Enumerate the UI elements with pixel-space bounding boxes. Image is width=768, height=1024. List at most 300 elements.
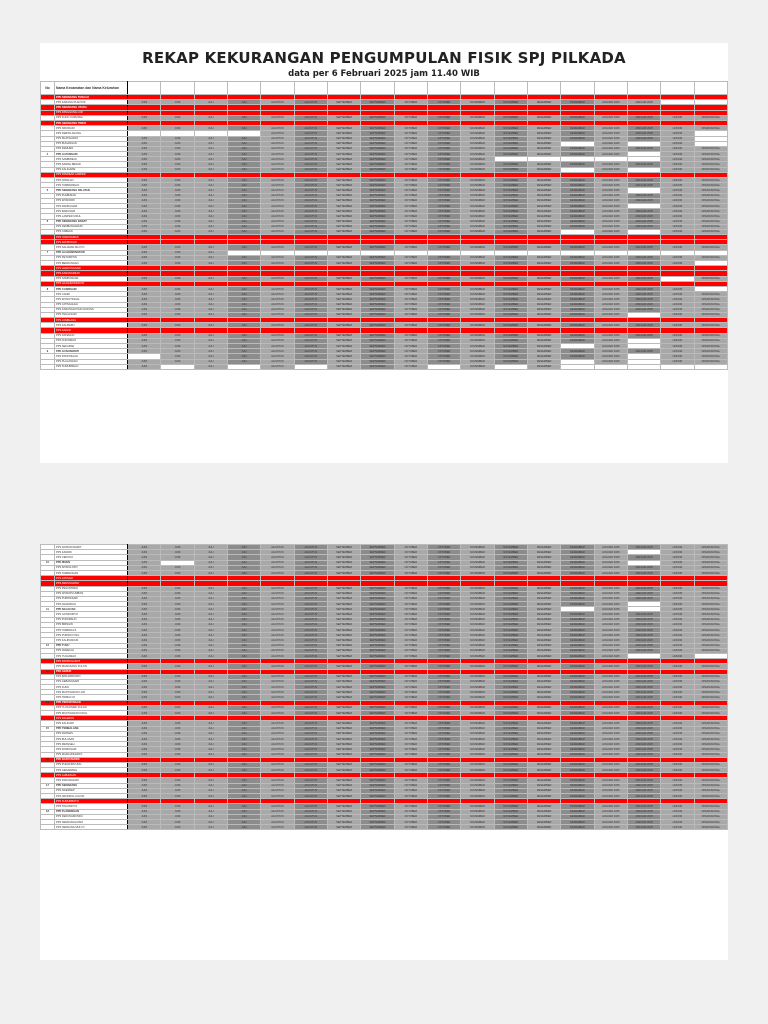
month-cell: DESEMBER [527,555,560,560]
month-cell: JANUARI 2025 [594,167,627,172]
month-cell: SEPTEMBER [361,162,394,167]
month-cell: SEPTEMBER [361,261,394,266]
month-cell: AGUSTUS [261,141,294,146]
month-cell: HONOR [661,617,694,622]
month-cell: HONOR [661,726,694,731]
month-cell: AGUSTUS [261,354,294,359]
month-cell: JANUARI 2025 [627,307,660,312]
month-cell: DESEMBER [527,638,560,643]
month-cell: SEPTEMBER [361,742,394,747]
month-cell: JANUARI 2025 [627,679,660,684]
month-cell: SEPTEMBER [327,178,360,183]
month-cell: SEPTEMBER [361,359,394,364]
month-cell: OKTOBER [427,565,460,570]
month-cell: DESEMBER [527,323,560,328]
month-cell: JUNI [161,690,194,695]
month-cell: NOVEMBER [494,804,527,809]
month-cell: JUNI [128,762,161,767]
month-cell: SEPTEMBER [361,685,394,690]
month-cell: NOVEMBER [494,115,527,120]
month-cell: DESEMBER [527,653,560,658]
row-name: PPS KAGOK [55,328,128,333]
month-cell: NOVEMBER [461,245,494,250]
month-cell: NOVEMBER [494,100,527,105]
month-cell: HONOR [661,607,694,612]
month-cell: JANUARI 2025 [594,794,627,799]
month-cell: JANUARI 2025 [594,721,627,726]
month-cell: JANUARI 2025 [594,141,627,146]
month-cell: AGUSTUS [261,126,294,131]
month-cell: OKTOBER [394,167,427,172]
month-cell: OKTOBER [394,570,427,575]
row-number: 7 [41,250,55,255]
month-cell: JUNI [161,188,194,193]
month-cell: SEPTEMBER [361,648,394,653]
month-cell: AGUSTUS [294,565,327,570]
month-cell: JUNI [128,679,161,684]
month-cell: JANUARI 2025 [594,209,627,214]
row-name: PPK PEDURUNGAN [55,700,128,705]
row-name: PPS PADANGSARI [55,778,128,783]
month-cell: OKTOBER [394,726,427,731]
month-cell: OKTOBER [427,607,460,612]
month-cell: NOVEMBER [461,146,494,151]
row-name: PPS BARUSARI [55,209,128,214]
month-cell: NOVEMBER [494,788,527,793]
month-cell: AGUSTUS [294,255,327,260]
month-cell: NOVEMBER [461,736,494,741]
month-cell: DESEMBER [561,126,594,131]
month-cell: HONOR [661,297,694,302]
month-cell: AGUSTUS [261,602,294,607]
month-cell: NOVEMBER [461,752,494,757]
month-cell: DESEMBER [561,612,594,617]
month-cell: DESEMBER [527,628,560,633]
month-cell: SEPTEMBER [327,193,360,198]
row-name: PPS WONOPLUMBON [55,591,128,596]
month-cell: NOVEMBER [494,209,527,214]
month-cell: NOVEMBER [494,653,527,658]
month-cell: OPERASIONAL [694,695,727,700]
month-cell: NOVEMBER [494,570,527,575]
month-cell: NOVEMBER [494,323,527,328]
month-cell: JANUARI 2025 [594,545,627,550]
month-cell: JANUARI 2025 [594,193,627,198]
month-cell: AGUSTUS [261,788,294,793]
month-cell: JANUARI 2025 [627,297,660,302]
month-cell: NOVEMBER [461,607,494,612]
month-cell: JULI [194,690,227,695]
row-name: PPS KALICARI [55,721,128,726]
month-cell: JANUARI 2025 [594,747,627,752]
month-cell: JANUARI 2025 [594,344,627,349]
month-cell: DESEMBER [561,586,594,591]
month-cell: JULI [194,711,227,716]
month-cell: SEPTEMBER [327,292,360,297]
month-cell: NOVEMBER [494,752,527,757]
month-cell: JUNI [128,695,161,700]
month-cell: JANUARI 2025 [594,633,627,638]
month-cell: OKTOBER [394,229,427,234]
month-cell: OPERASIONAL [694,349,727,354]
month-cell: JANUARI 2025 [627,224,660,229]
month-cell: JUNI [128,747,161,752]
row-number: 4 [41,152,55,157]
row-number: 5 [41,188,55,193]
row-name: PPS TUGUREJO [55,653,128,658]
month-cell: OPERASIONAL [694,146,727,151]
month-cell: AGUSTUS [261,794,294,799]
month-cell: OKTOBER [427,286,460,291]
month-cell: OPERASIONAL [694,162,727,167]
month-cell: NOVEMBER [461,276,494,281]
month-cell: AGUSTUS [261,819,294,824]
row-name: PPS SAMPANGAN [55,276,128,281]
month-cell: DESEMBER [561,560,594,565]
month-cell: AGUSTUS [294,591,327,596]
month-cell: AGUSTUS [261,731,294,736]
month-cell: JULI [194,323,227,328]
month-cell: JULI [227,825,260,830]
month-cell: JULI [194,560,227,565]
month-cell: JANUARI 2025 [594,333,627,338]
month-cell: DESEMBER [527,742,560,747]
month-cell: SEPTEMBER [361,312,394,317]
month-cell: JULI [194,685,227,690]
month-cell: AGUSTUS [294,596,327,601]
month-cell: JANUARI 2025 [627,705,660,710]
month-cell: JANUARI 2025 [627,126,660,131]
month-cell: DESEMBER [527,726,560,731]
month-cell: DESEMBER [527,115,560,120]
month-cell: OKTOBER [394,638,427,643]
month-cell: JANUARI 2025 [594,638,627,643]
month-cell: JUNI [161,292,194,297]
month-cell: DESEMBER [561,602,594,607]
month-cell: OKTOBER [394,188,427,193]
row-name: PPS KARANG PLANTUK [55,100,128,105]
month-cell: AGUSTUS [294,131,327,136]
month-cell: OKTOBER [427,276,460,281]
month-cell: SEPTEMBER [361,819,394,824]
month-cell: OPERASIONAL [694,742,727,747]
header-cell [261,82,294,95]
month-cell: JULI [227,622,260,627]
month-cell: AGUSTUS [261,653,294,658]
month-cell: DESEMBER [527,214,560,219]
month-cell: JUNI [128,643,161,648]
month-cell: SEPTEMBER [361,333,394,338]
month-cell: AGUSTUS [261,685,294,690]
month-cell: JUNI [161,203,194,208]
month-cell: OKTOBER [394,809,427,814]
month-cell: HONOR [661,690,694,695]
month-cell: DESEMBER [561,276,594,281]
month-cell: NOVEMBER [494,809,527,814]
month-cell: DESEMBER [561,685,594,690]
month-cell: NOVEMBER [494,638,527,643]
month-cell: NOVEMBER [461,126,494,131]
month-cell: OPERASIONAL [694,768,727,773]
month-cell: OPERASIONAL [694,752,727,757]
month-cell: JANUARI 2025 [594,276,627,281]
month-cell: NOVEMBER [494,607,527,612]
month-cell: JUNI [128,307,161,312]
month-cell: SEPTEMBER [327,307,360,312]
month-cell: JANUARI 2025 [627,183,660,188]
month-cell: JUNI [128,721,161,726]
month-cell: NOVEMBER [461,825,494,830]
month-cell: SEPTEMBER [361,674,394,679]
month-cell: DESEMBER [527,768,560,773]
month-cell: DESEMBER [527,178,560,183]
month-cell: JULI [194,731,227,736]
page-title: REKAP KEKURANGAN PENGUMPULAN FISIK SPJ PILKADA [142,49,626,67]
month-cell: DESEMBER [527,203,560,208]
month-cell: SEPTEMBER [361,214,394,219]
row-name: PPK SEMARANG [55,783,128,788]
month-cell: OPERASIONAL [694,209,727,214]
month-cell: JULI [227,778,260,783]
month-cell: JULI [227,261,260,266]
month-cell: AGUSTUS [294,555,327,560]
month-cell: JANUARI 2025 [627,622,660,627]
month-cell: AGUSTUS [261,586,294,591]
month-cell: OKTOBER [394,591,427,596]
month-cell: JULI [194,333,227,338]
month-cell: AGUSTUS [294,612,327,617]
month-cell: NOVEMBER [494,203,527,208]
row-name: PPS KEDUNGMUNDU [55,814,128,819]
month-cell: JULI [194,312,227,317]
month-cell: NOVEMBER [461,307,494,312]
month-cell: SEPTEMBER [361,560,394,565]
month-cell: AGUSTUS [294,617,327,622]
month-cell: NOVEMBER [461,633,494,638]
month-cell: JANUARI 2025 [594,555,627,560]
month-cell: NOVEMBER [494,555,527,560]
month-cell: JULI [194,570,227,575]
month-cell: JANUARI 2025 [627,555,660,560]
month-cell: JANUARI 2025 [627,731,660,736]
month-cell: JULI [194,612,227,617]
month-cell: OPERASIONAL [694,203,727,208]
month-cell: JUNI [161,178,194,183]
month-cell: JUNI [128,560,161,565]
month-cell: JUNI [161,307,194,312]
month-cell: NOVEMBER [494,188,527,193]
month-cell: SEPTEMBER [327,323,360,328]
row-name: PPK MIJEN [55,560,128,565]
month-cell: DESEMBER [561,162,594,167]
month-cell: AGUSTUS [261,115,294,120]
month-cell: NOVEMBER [461,695,494,700]
month-cell: OKTOBER [427,203,460,208]
row-name: PPS NGADIRGO [55,602,128,607]
month-cell: NOVEMBER [461,224,494,229]
month-cell: AGUSTUS [261,338,294,343]
month-cell: OKTOBER [427,245,460,250]
month-cell: JUNI [161,183,194,188]
month-cell: OKTOBER [427,338,460,343]
row-name: PPS ROWOSARI [55,747,128,752]
report-page-1 [40,43,728,463]
month-cell: SEPTEMBER [327,607,360,612]
month-cell: SEPTEMBER [361,555,394,560]
month-cell: JULI [194,638,227,643]
row-name: PPS WONODRI [55,198,128,203]
month-cell: HONOR [661,596,694,601]
month-cell: DESEMBER [527,364,560,369]
month-cell: OPERASIONAL [694,224,727,229]
month-cell: JUNI [128,261,161,266]
month-cell: OKTOBER [427,307,460,312]
month-cell: DESEMBER [527,794,560,799]
month-cell: JANUARI 2025 [627,690,660,695]
month-cell: HONOR [661,731,694,736]
month-cell: SEPTEMBER [361,768,394,773]
month-cell: JUNI [161,354,194,359]
month-cell: OPERASIONAL [694,188,727,193]
month-cell: HONOR [661,323,694,328]
month-cell: OKTOBER [427,612,460,617]
month-cell: NOVEMBER [461,664,494,669]
month-cell: HONOR [661,679,694,684]
month-cell: DESEMBER [527,100,560,105]
month-cell: AGUSTUS [294,224,327,229]
row-name: PPS KALIPANCUR [55,638,128,643]
month-cell: JULI [227,586,260,591]
month-cell: NOVEMBER [494,612,527,617]
month-cell: JUNI [161,695,194,700]
month-cell: NOVEMBER [494,711,527,716]
row-name: PPS MUKTIHARJO KIDUL [55,711,128,716]
month-cell: OKTOBER [394,302,427,307]
month-cell: JUNI [128,276,161,281]
month-cell: JULI [194,804,227,809]
month-cell: DESEMBER [561,136,594,141]
month-cell: JANUARI 2025 [594,203,627,208]
row-name: PPS GEBANGSARI [55,679,128,684]
month-cell: OKTOBER [394,364,427,369]
month-cell: JUNI [161,157,194,162]
month-cell: AGUSTUS [261,224,294,229]
month-cell: DESEMBER [527,591,560,596]
month-cell: JANUARI 2025 [594,825,627,830]
month-cell: JANUARI 2025 [627,209,660,214]
month-cell: JANUARI 2025 [594,628,627,633]
month-cell: JUNI [161,596,194,601]
month-cell: AGUSTUS [261,188,294,193]
month-cell: JULI [227,685,260,690]
month-cell: JULI [227,674,260,679]
month-cell: JANUARI 2025 [627,711,660,716]
month-cell: DESEMBER [561,752,594,757]
month-cell: OKTOBER [394,778,427,783]
month-cell: JANUARI 2025 [594,126,627,131]
month-cell: JANUARI 2025 [627,664,660,669]
month-cell: JANUARI 2025 [594,788,627,793]
month-cell: JUNI [161,705,194,710]
month-cell: JULI [227,726,260,731]
row-name: PPS SIDODADI [55,126,128,131]
row-name: PPS JOMBLANG [55,318,128,323]
month-cell: JANUARI 2025 [594,565,627,570]
month-cell: JANUARI 2025 [627,736,660,741]
month-cell: JULI [194,555,227,560]
month-cell: NOVEMBER [461,679,494,684]
month-cell: NOVEMBER [494,141,527,146]
month-cell: DESEMBER [527,612,560,617]
row-name: PPS KUDU [55,685,128,690]
row-name: PPK CANDISARI [55,286,128,291]
month-cell: AGUSTUS [294,338,327,343]
month-cell: AGUSTUS [294,664,327,669]
month-cell: HONOR [661,344,694,349]
month-cell: JULI [227,819,260,824]
month-cell: DESEMBER [561,638,594,643]
month-cell: SEPTEMBER [361,255,394,260]
month-cell: JANUARI 2025 [627,349,660,354]
month-cell: NOVEMBER [461,638,494,643]
month-cell: JULI [194,157,227,162]
row-name: PPK NGALIYAN [55,607,128,612]
month-cell: JANUARI 2025 [627,115,660,120]
month-cell: JUNI [161,731,194,736]
month-cell: NOVEMBER [461,162,494,167]
month-cell: DESEMBER [561,711,594,716]
month-cell: JULI [227,255,260,260]
row-name: PPS PALEBON [55,716,128,721]
month-cell: JUNI [128,794,161,799]
row-number: 18 [41,809,55,814]
month-cell: AGUSTUS [294,747,327,752]
month-cell: AGUSTUS [294,674,327,679]
month-cell: JANUARI 2025 [594,312,627,317]
month-cell: JUNI [128,312,161,317]
month-cell: SEPTEMBER [327,229,360,234]
month-cell: OKTOBER [394,622,427,627]
month-cell: SEPTEMBER [327,162,360,167]
month-cell: HONOR [661,747,694,752]
month-cell: JULI [227,286,260,291]
month-cell: NOVEMBER [494,596,527,601]
month-cell: OPERASIONAL [694,359,727,364]
month-cell: SEPTEMBER [361,229,394,234]
month-cell: DESEMBER [527,344,560,349]
month-cell: AGUSTUS [294,819,327,824]
month-cell: JUNI [128,338,161,343]
month-cell: NOVEMBER [494,261,527,266]
month-cell: AGUSTUS [261,276,294,281]
month-cell: DESEMBER [561,131,594,136]
month-cell: NOVEMBER [494,742,527,747]
month-cell: JANUARI 2025 [594,591,627,596]
month-cell: OPERASIONAL [694,157,727,162]
month-cell: OKTOBER [427,550,460,555]
month-cell: JANUARI 2025 [627,545,660,550]
month-cell: OKTOBER [427,679,460,684]
month-cell: JANUARI 2025 [594,255,627,260]
month-cell: SEPTEMBER [361,292,394,297]
month-cell: OKTOBER [427,633,460,638]
month-cell: NOVEMBER [494,690,527,695]
month-cell: SEPTEMBER [327,349,360,354]
month-cell: JUNI [161,359,194,364]
month-cell: JUNI [128,203,161,208]
month-cell: OPERASIONAL [694,302,727,307]
month-cell: AGUSTUS [261,742,294,747]
